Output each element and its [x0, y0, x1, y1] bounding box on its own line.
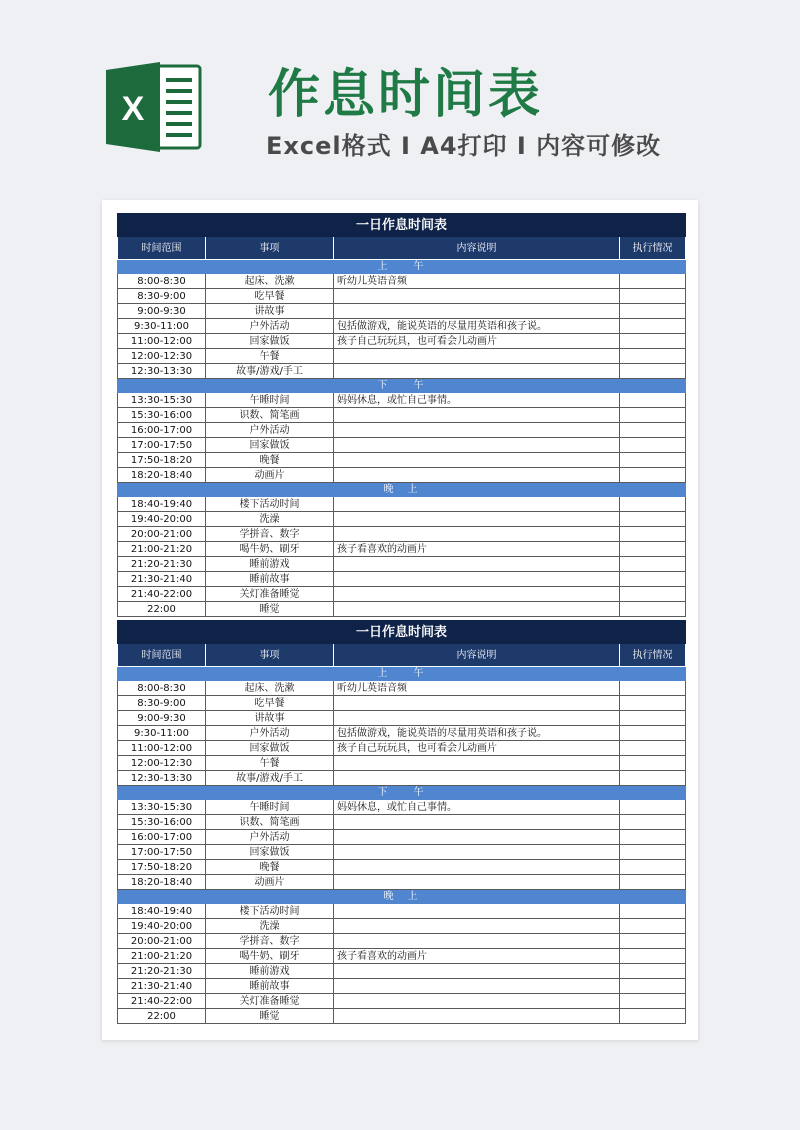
item-cell[interactable]: 回家做饭: [206, 845, 334, 860]
time-cell[interactable]: 9:30-11:00: [118, 726, 206, 741]
note-cell[interactable]: [334, 527, 620, 542]
note-cell[interactable]: [334, 453, 620, 468]
note-cell[interactable]: [334, 860, 620, 875]
page-subtitle: Excel格式 I A4打印 I 内容可修改: [266, 132, 662, 160]
item-cell[interactable]: 故事/游戏/手工: [206, 364, 334, 379]
time-cell[interactable]: 21:20-21:30: [118, 964, 206, 979]
table-row: [118, 875, 686, 890]
section-row: [118, 786, 686, 800]
status-cell[interactable]: [620, 904, 686, 919]
status-cell[interactable]: [620, 527, 686, 542]
item-cell[interactable]: 楼下活动时间: [206, 497, 334, 512]
item-cell[interactable]: 学拼音、数字: [206, 527, 334, 542]
status-cell[interactable]: [620, 438, 686, 453]
item-cell[interactable]: 关灯准备睡觉: [206, 994, 334, 1009]
status-cell[interactable]: [620, 512, 686, 527]
column-header-status: 执行情况: [620, 644, 686, 667]
item-cell[interactable]: 喝牛奶、刷牙: [206, 949, 334, 964]
table-row: [118, 1009, 686, 1024]
item-cell[interactable]: 户外活动: [206, 726, 334, 741]
item-cell[interactable]: 识数、简笔画: [206, 815, 334, 830]
time-cell[interactable]: 13:30-15:30: [118, 393, 206, 408]
note-cell[interactable]: [334, 364, 620, 379]
table-row: [118, 527, 686, 542]
status-cell[interactable]: [620, 756, 686, 771]
table-row: [118, 681, 686, 696]
item-cell[interactable]: 楼下活动时间: [206, 904, 334, 919]
time-cell[interactable]: 9:00-9:30: [118, 711, 206, 726]
item-cell[interactable]: 讲故事: [206, 304, 334, 319]
item-cell[interactable]: 睡觉: [206, 602, 334, 617]
note-cell[interactable]: 包括做游戏，能说英语的尽量用英语和孩子说。: [334, 726, 620, 741]
column-header-time: 时间范围: [118, 237, 206, 260]
status-cell[interactable]: [620, 830, 686, 845]
page-header: [0, 0, 800, 200]
item-cell[interactable]: 午睡时间: [206, 393, 334, 408]
time-cell[interactable]: 21:30-21:40: [118, 979, 206, 994]
time-cell[interactable]: 17:50-18:20: [118, 453, 206, 468]
status-cell[interactable]: [620, 468, 686, 483]
item-cell[interactable]: 洗澡: [206, 919, 334, 934]
time-cell[interactable]: 13:30-15:30: [118, 800, 206, 815]
time-cell[interactable]: 19:40-20:00: [118, 512, 206, 527]
table-row: [118, 964, 686, 979]
time-cell[interactable]: 18:40-19:40: [118, 904, 206, 919]
table-body: [118, 667, 686, 1024]
column-header-time: 时间范围: [118, 644, 206, 667]
note-cell[interactable]: [334, 512, 620, 527]
table-body: [118, 260, 686, 617]
time-cell[interactable]: 21:00-21:20: [118, 542, 206, 557]
section-row: [118, 379, 686, 393]
time-cell[interactable]: 21:40-22:00: [118, 587, 206, 602]
table-row: [118, 349, 686, 364]
item-cell[interactable]: 关灯准备睡觉: [206, 587, 334, 602]
note-cell[interactable]: [334, 602, 620, 617]
item-cell[interactable]: 午餐: [206, 756, 334, 771]
time-cell[interactable]: 17:00-17:50: [118, 438, 206, 453]
table-row: [118, 904, 686, 919]
time-cell[interactable]: 11:00-12:00: [118, 334, 206, 349]
table-row: [118, 830, 686, 845]
item-cell[interactable]: 故事/游戏/手工: [206, 771, 334, 786]
note-cell[interactable]: 孩子自己玩玩具，也可看会儿动画片: [334, 741, 620, 756]
status-cell[interactable]: [620, 845, 686, 860]
note-cell[interactable]: [334, 919, 620, 934]
table-row: [118, 289, 686, 304]
page-title: 作息时间表: [268, 65, 544, 125]
table-row: [118, 602, 686, 617]
note-cell[interactable]: 妈妈休息，或忙自己事情。: [334, 800, 620, 815]
table-row: [118, 726, 686, 741]
time-cell[interactable]: 12:00-12:30: [118, 756, 206, 771]
status-cell[interactable]: [620, 289, 686, 304]
note-cell[interactable]: [334, 979, 620, 994]
item-cell[interactable]: 洗澡: [206, 512, 334, 527]
note-cell[interactable]: [334, 830, 620, 845]
status-cell[interactable]: [620, 681, 686, 696]
time-cell[interactable]: 16:00-17:00: [118, 830, 206, 845]
time-cell[interactable]: 19:40-20:00: [118, 919, 206, 934]
time-cell[interactable]: 15:30-16:00: [118, 408, 206, 423]
item-cell[interactable]: 午餐: [206, 349, 334, 364]
schedule-table-2: [117, 620, 686, 1024]
note-cell[interactable]: [334, 934, 620, 949]
section-label: 上 午: [118, 667, 686, 681]
time-cell[interactable]: 18:20-18:40: [118, 875, 206, 890]
time-cell[interactable]: 17:00-17:50: [118, 845, 206, 860]
status-cell[interactable]: [620, 334, 686, 349]
status-cell[interactable]: [620, 274, 686, 289]
item-cell[interactable]: 晚餐: [206, 453, 334, 468]
item-cell[interactable]: 睡前游戏: [206, 964, 334, 979]
status-cell[interactable]: [620, 602, 686, 617]
time-cell[interactable]: 9:30-11:00: [118, 319, 206, 334]
section-label: 晚 上: [118, 890, 686, 904]
status-cell[interactable]: [620, 949, 686, 964]
status-cell[interactable]: [620, 726, 686, 741]
note-cell[interactable]: 包括做游戏，能说英语的尽量用英语和孩子说。: [334, 319, 620, 334]
section-label: 晚 上: [118, 483, 686, 497]
status-cell[interactable]: [620, 572, 686, 587]
table-row: [118, 919, 686, 934]
status-cell[interactable]: [620, 497, 686, 512]
table-row: [118, 364, 686, 379]
status-cell[interactable]: [620, 860, 686, 875]
section-label: 下 午: [118, 379, 686, 393]
note-cell[interactable]: [334, 289, 620, 304]
item-cell[interactable]: 户外活动: [206, 830, 334, 845]
item-cell[interactable]: 晚餐: [206, 860, 334, 875]
status-cell[interactable]: [620, 587, 686, 602]
status-cell[interactable]: [620, 349, 686, 364]
item-cell[interactable]: 识数、简笔画: [206, 408, 334, 423]
item-cell[interactable]: 吃早餐: [206, 696, 334, 711]
status-cell[interactable]: [620, 1009, 686, 1024]
note-cell[interactable]: [334, 349, 620, 364]
note-cell[interactable]: 孩子看喜欢的动画片: [334, 949, 620, 964]
section-label: 下 午: [118, 786, 686, 800]
time-cell[interactable]: 21:40-22:00: [118, 994, 206, 1009]
status-cell[interactable]: [620, 800, 686, 815]
table-row: [118, 815, 686, 830]
note-cell[interactable]: [334, 994, 620, 1009]
table-row: [118, 572, 686, 587]
status-cell[interactable]: [620, 741, 686, 756]
table-row: [118, 696, 686, 711]
status-cell[interactable]: [620, 979, 686, 994]
note-cell[interactable]: 听幼儿英语音频: [334, 681, 620, 696]
table-row: [118, 979, 686, 994]
item-cell[interactable]: 起床、洗漱: [206, 274, 334, 289]
note-cell[interactable]: 孩子看喜欢的动画片: [334, 542, 620, 557]
item-cell[interactable]: 午睡时间: [206, 800, 334, 815]
time-cell[interactable]: 17:50-18:20: [118, 860, 206, 875]
table-row: [118, 304, 686, 319]
time-cell[interactable]: 20:00-21:00: [118, 527, 206, 542]
item-cell[interactable]: 动画片: [206, 468, 334, 483]
table-row: [118, 393, 686, 408]
status-cell[interactable]: [620, 304, 686, 319]
table-row: [118, 756, 686, 771]
note-cell[interactable]: [334, 587, 620, 602]
table-row: [118, 423, 686, 438]
table-row: [118, 741, 686, 756]
column-header-item: 事项: [206, 237, 334, 260]
item-cell[interactable]: 讲故事: [206, 711, 334, 726]
note-cell[interactable]: 妈妈休息，或忙自己事情。: [334, 393, 620, 408]
time-cell[interactable]: 8:00-8:30: [118, 681, 206, 696]
item-cell[interactable]: 户外活动: [206, 423, 334, 438]
note-cell[interactable]: [334, 696, 620, 711]
table-row: [118, 497, 686, 512]
item-cell[interactable]: 回家做饭: [206, 334, 334, 349]
item-cell[interactable]: 喝牛奶、刷牙: [206, 542, 334, 557]
note-cell[interactable]: [334, 438, 620, 453]
time-cell[interactable]: 20:00-21:00: [118, 934, 206, 949]
item-cell[interactable]: 吃早餐: [206, 289, 334, 304]
item-cell[interactable]: 睡前故事: [206, 979, 334, 994]
logo-letter: X: [121, 90, 145, 128]
note-cell[interactable]: [334, 304, 620, 319]
status-cell[interactable]: [620, 815, 686, 830]
status-cell[interactable]: [620, 364, 686, 379]
schedule-table-1: [117, 213, 686, 617]
table-row: [118, 711, 686, 726]
table-row: [118, 587, 686, 602]
note-cell[interactable]: [334, 771, 620, 786]
table-row: [118, 949, 686, 964]
item-cell[interactable]: 户外活动: [206, 319, 334, 334]
table-caption: 一日作息时间表: [118, 214, 686, 237]
column-header-note: 内容说明: [334, 644, 620, 667]
time-cell[interactable]: 12:00-12:30: [118, 349, 206, 364]
note-cell[interactable]: [334, 756, 620, 771]
column-header-item: 事项: [206, 644, 334, 667]
table-row: [118, 408, 686, 423]
section-label: 上 午: [118, 260, 686, 274]
note-cell[interactable]: [334, 497, 620, 512]
table-row: [118, 319, 686, 334]
table-row: [118, 453, 686, 468]
table-row: [118, 771, 686, 786]
status-cell[interactable]: [620, 408, 686, 423]
section-row: [118, 667, 686, 681]
status-cell[interactable]: [620, 319, 686, 334]
status-cell[interactable]: [620, 542, 686, 557]
table-row: [118, 438, 686, 453]
note-cell[interactable]: [334, 408, 620, 423]
status-cell[interactable]: [620, 875, 686, 890]
time-cell[interactable]: 18:40-19:40: [118, 497, 206, 512]
spreadsheet-sheet: [102, 200, 698, 1040]
note-cell[interactable]: [334, 845, 620, 860]
status-cell[interactable]: [620, 453, 686, 468]
table-caption: 一日作息时间表: [118, 621, 686, 644]
note-cell[interactable]: [334, 572, 620, 587]
time-cell[interactable]: 8:30-9:00: [118, 289, 206, 304]
time-cell[interactable]: 21:20-21:30: [118, 557, 206, 572]
item-cell[interactable]: 睡前游戏: [206, 557, 334, 572]
time-cell[interactable]: 22:00: [118, 602, 206, 617]
note-cell[interactable]: [334, 964, 620, 979]
table-row: [118, 845, 686, 860]
status-cell[interactable]: [620, 423, 686, 438]
note-cell[interactable]: [334, 1009, 620, 1024]
note-cell[interactable]: [334, 815, 620, 830]
status-cell[interactable]: [620, 994, 686, 1009]
note-cell[interactable]: [334, 468, 620, 483]
item-cell[interactable]: 学拼音、数字: [206, 934, 334, 949]
table-row: [118, 274, 686, 289]
status-cell[interactable]: [620, 771, 686, 786]
status-cell[interactable]: [620, 919, 686, 934]
item-cell[interactable]: 睡觉: [206, 1009, 334, 1024]
time-cell[interactable]: 15:30-16:00: [118, 815, 206, 830]
time-cell[interactable]: 12:30-13:30: [118, 364, 206, 379]
time-cell[interactable]: 22:00: [118, 1009, 206, 1024]
time-cell[interactable]: 16:00-17:00: [118, 423, 206, 438]
column-header-status: 执行情况: [620, 237, 686, 260]
status-cell[interactable]: [620, 711, 686, 726]
time-cell[interactable]: 8:00-8:30: [118, 274, 206, 289]
section-row: [118, 260, 686, 274]
time-cell[interactable]: 18:20-18:40: [118, 468, 206, 483]
time-cell[interactable]: 12:30-13:30: [118, 771, 206, 786]
table-row: [118, 994, 686, 1009]
time-cell[interactable]: 21:30-21:40: [118, 572, 206, 587]
column-header-note: 内容说明: [334, 237, 620, 260]
item-cell[interactable]: 回家做饭: [206, 438, 334, 453]
table-row: [118, 468, 686, 483]
table-row: [118, 860, 686, 875]
table-row: [118, 934, 686, 949]
note-cell[interactable]: [334, 875, 620, 890]
status-cell[interactable]: [620, 696, 686, 711]
section-row: [118, 483, 686, 497]
time-cell[interactable]: 8:30-9:00: [118, 696, 206, 711]
item-cell[interactable]: 起床、洗漱: [206, 681, 334, 696]
excel-logo-icon: [104, 60, 204, 154]
item-cell[interactable]: 睡前故事: [206, 572, 334, 587]
status-cell[interactable]: [620, 557, 686, 572]
table-row: [118, 800, 686, 815]
table-row: [118, 334, 686, 349]
note-cell[interactable]: [334, 904, 620, 919]
item-cell[interactable]: 回家做饭: [206, 741, 334, 756]
time-cell[interactable]: 11:00-12:00: [118, 741, 206, 756]
table-row: [118, 542, 686, 557]
note-cell[interactable]: [334, 557, 620, 572]
note-cell[interactable]: [334, 711, 620, 726]
section-row: [118, 890, 686, 904]
time-cell[interactable]: 9:00-9:30: [118, 304, 206, 319]
status-cell[interactable]: [620, 393, 686, 408]
status-cell[interactable]: [620, 934, 686, 949]
note-cell[interactable]: 孩子自己玩玩具，也可看会儿动画片: [334, 334, 620, 349]
note-cell[interactable]: [334, 423, 620, 438]
table-row: [118, 512, 686, 527]
time-cell[interactable]: 21:00-21:20: [118, 949, 206, 964]
item-cell[interactable]: 动画片: [206, 875, 334, 890]
status-cell[interactable]: [620, 964, 686, 979]
note-cell[interactable]: 听幼儿英语音频: [334, 274, 620, 289]
table-row: [118, 557, 686, 572]
